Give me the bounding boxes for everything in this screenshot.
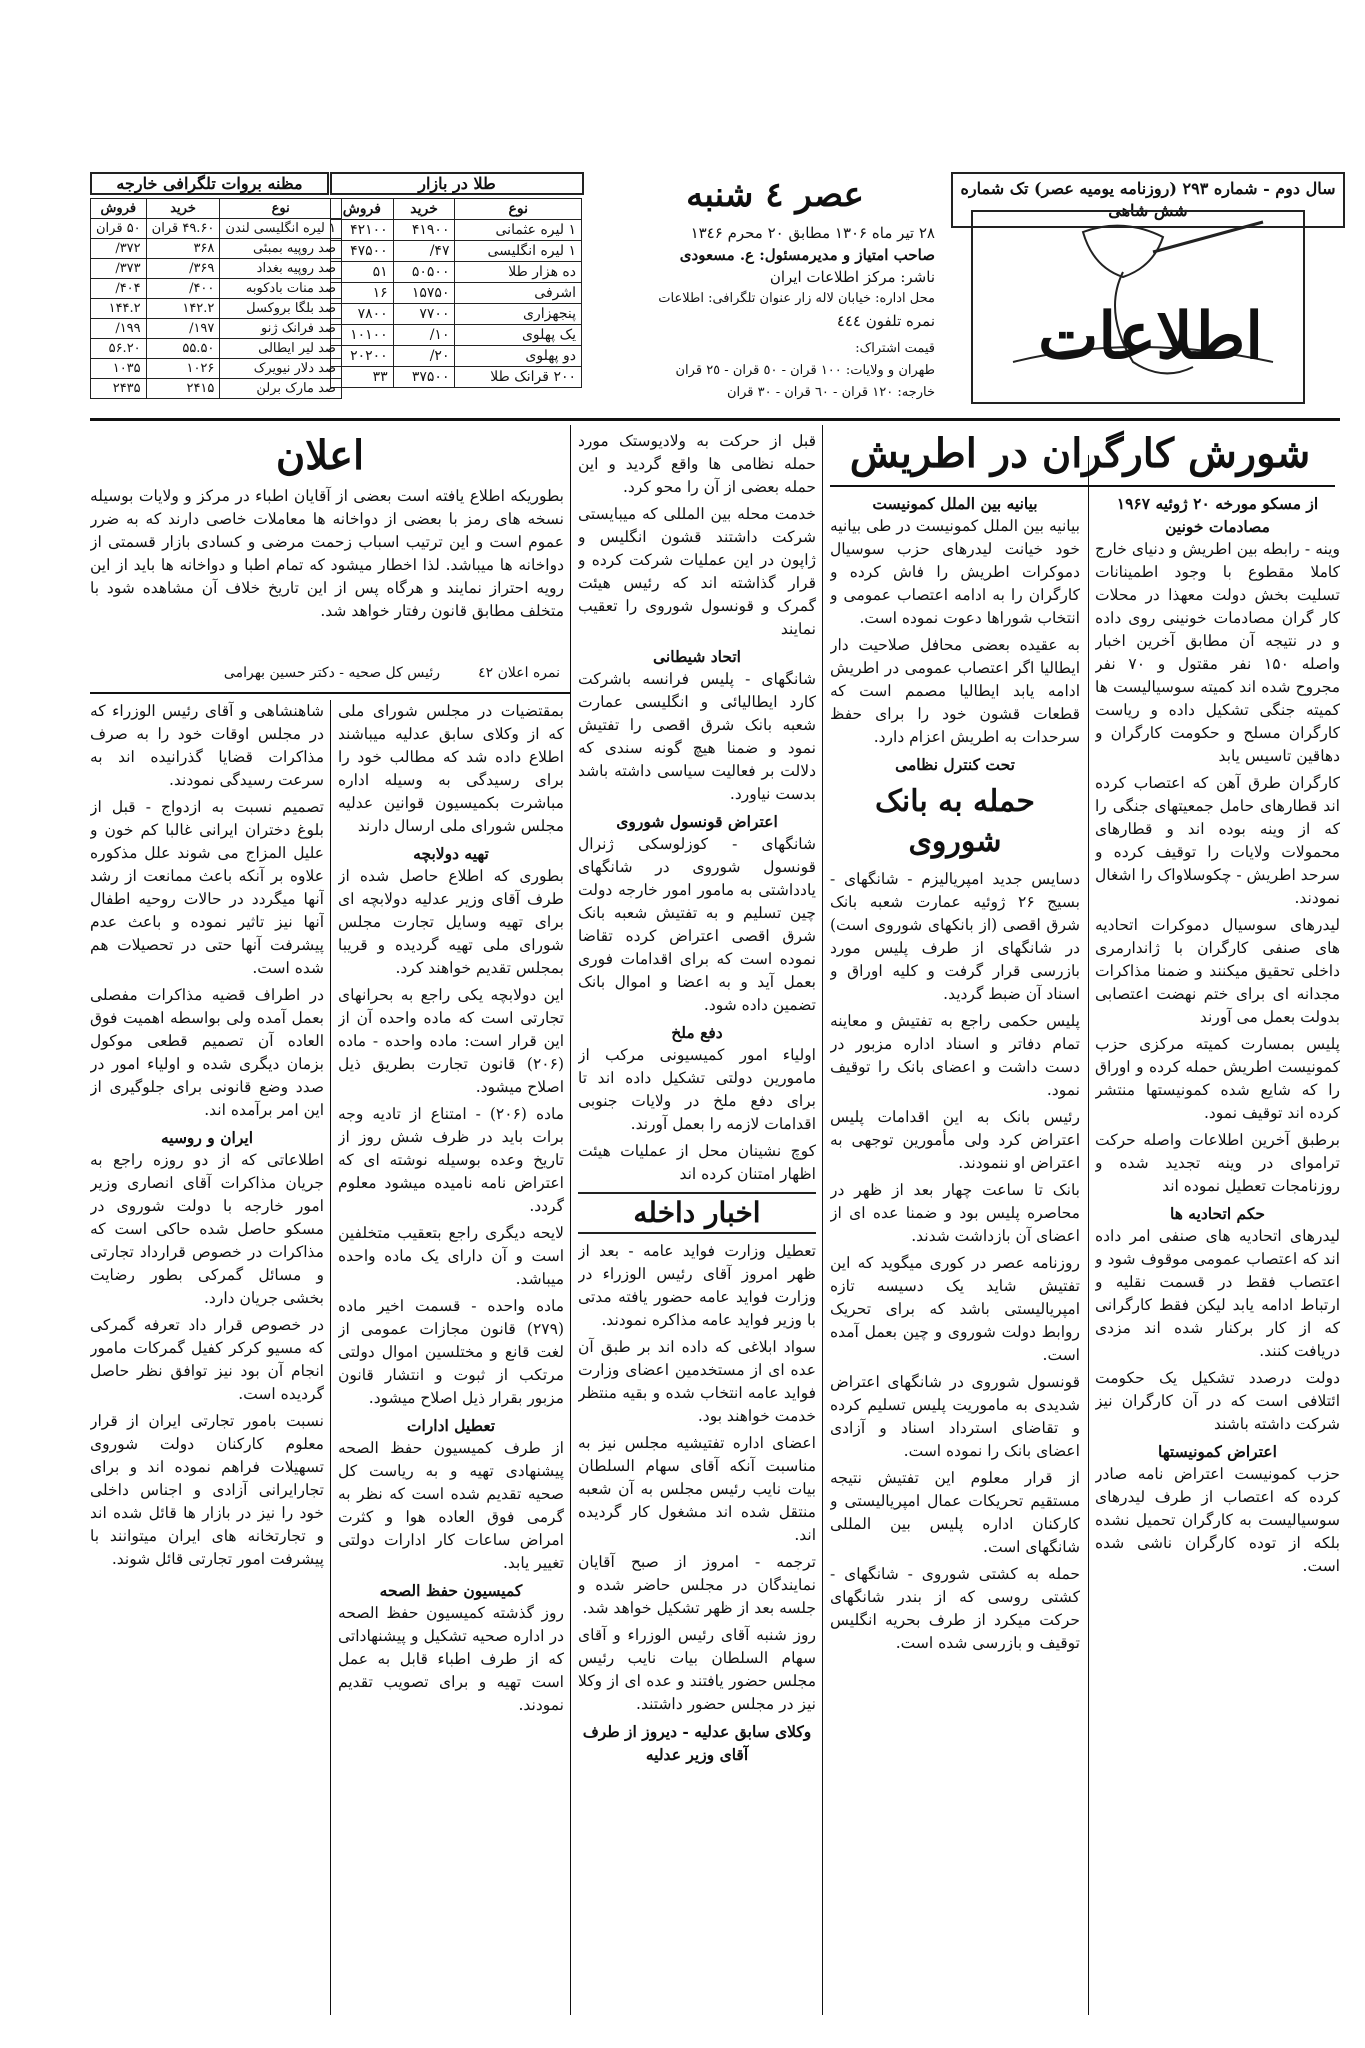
table-row xyxy=(331,262,582,283)
paragraph: تصمیم نسبت به ازدواج - قبل از بلوغ دختران ایرانی غالبا کم خون و علیل المزاج می شوند علل مذکوره علاوه بر آنکه باعث ممانعت از رشد آنها میگردد در حالات روحیه اطفال آنها نیز تاثیر نموده و باعث عدم پیشرفت آنها حتی در تحصیلات هم شده است. xyxy=(90,798,324,977)
column-rule xyxy=(330,700,331,2015)
paragraph: قبل از حرکت به ولادیوستک مورد حمله نظامی ها واقع گردید و این حمله بعضی از آن را محو کرد. xyxy=(578,432,816,496)
table-row xyxy=(91,219,342,239)
table-row xyxy=(91,339,342,359)
table-cell: ۳۷۵۰۰ xyxy=(393,367,455,388)
owner-line: صاحب امتیاز و مدیرمسئول: ع. مسعودی xyxy=(679,246,935,264)
table-cell: ده هزار طلا xyxy=(455,262,582,283)
paragraph: حزب کمونیست اعتراض نامه صادر کرده که اعتصاب از طرف لیدرهای سوسیالیست به کارگران تحمیل نشده بلکه از توده کارگران ناشی شده است. xyxy=(1095,1465,1340,1575)
paragraph: شانگهای - پلیس فرانسه باشرکت کارد ایطالیائی و انگلیسی عمارت شعبه بانک شرق اقصی را تفتیش نمود و ضمنا هیچ گونه سندی که دلالت بر فعالیت سیاسی داشته باشد بدست نیاورد. xyxy=(578,670,816,803)
table-row xyxy=(331,220,582,241)
table-cell: ۱ لیره عثمانی xyxy=(455,220,582,241)
table-cell: ۳۶۹/ xyxy=(146,259,220,279)
table-cell: ۱۰۱۰۰ xyxy=(331,325,394,346)
table-row xyxy=(331,367,582,388)
table-cell: ۱۴۴.۲ xyxy=(91,299,147,319)
table-cell: صد بلگا بروکسل xyxy=(220,299,342,319)
announcement-rule xyxy=(90,692,570,694)
table-cell: ۲۴۱۵ xyxy=(146,379,220,399)
table-cell: ۱۰۳۵ xyxy=(91,359,147,379)
article-column-4 xyxy=(338,700,564,2010)
paragraph: روز گذشته کمیسیون حفظ الصحه در اداره صحیه تشکیل و پیشنهاداتی که از طرف اطباء قابل به عمل است تهیه و برای تصویب تقدیم نمودند. xyxy=(338,1604,564,1714)
currency-rate-table xyxy=(90,198,342,399)
announcement-title: اعلان xyxy=(275,432,365,479)
paragraph: اعضای اداره تفتیشیه مجلس نیز به مناسبت آنکه آقای سهام السلطان بیات نایب رئیس مجلس به آن شعبه منتقل شده اند مشغول کار گردیده اند. xyxy=(578,1434,816,1544)
table-row xyxy=(331,283,582,304)
table-row xyxy=(91,319,342,339)
table-cell: ۴۰۰/ xyxy=(146,279,220,299)
table-cell: ۱۹۷/ xyxy=(146,319,220,339)
column-rule xyxy=(822,425,823,2015)
table-cell: ۳۳ xyxy=(331,367,394,388)
masthead-details xyxy=(615,222,935,404)
table-header: فروش xyxy=(91,199,147,219)
paragraph: لیدرهای اتحادیه های صنفی امر داده اند که اعتصاب عمومی موقوف شود و اعتصاب فقط در قسمت نقلیه و ارتباط ادامه یابد لیکن فقط کارگرانی که از کار برکنار شده اند مزدی دریافت کنند. xyxy=(1095,1227,1340,1360)
masthead-logo: اطلاعات xyxy=(1038,299,1263,374)
paragraph: سواد ابلاغی که داده اند بر طبق آن عده ای از مستخدمین اعضای وزارت فواید عامه انتخاب شده و بقیه منتظر خدمت خواهند بود. xyxy=(578,1338,816,1425)
subheading: اعتراض قونسول شوروی xyxy=(616,812,778,831)
subheading: حکم اتحادیه ها xyxy=(1169,1204,1266,1223)
table-row xyxy=(331,325,582,346)
subheading: وکلای سابق عدلیه - دیروز از طرف آقای وزیر عدلیه xyxy=(582,1722,812,1764)
date-line: ۲۸ تیر ماه ۱۳۰۶ مطابق ۲۰ محرم ۱۳٤۶ xyxy=(690,224,935,242)
table-cell: ۲۰/ xyxy=(393,346,455,367)
table-header: خرید xyxy=(146,199,220,219)
table-row xyxy=(91,299,342,319)
table-cell: ۳۷۳/ xyxy=(91,259,147,279)
currency-table-title: مظنه بروات تلگرافی خارجه xyxy=(90,172,329,195)
main-headline: شورش کارگران در اطریش xyxy=(849,430,1311,477)
gold-table-title: طلا در بازار xyxy=(330,172,584,195)
table-cell: صد فرانک ژنو xyxy=(220,319,342,339)
paragraph: رئیس بانک به این اقدامات پلیس اعتراض کرد ولی مأمورین توجهی به اعتراض او ننمودند. xyxy=(830,1108,1080,1172)
table-row xyxy=(331,346,582,367)
paragraph: بانک تا ساعت چهار بعد از ظهر در محاصره پلیس بود و ضمنا عده ای از اعضای آن بازداشت شدند. xyxy=(830,1181,1080,1245)
table-cell: ۷۷۰۰ xyxy=(393,304,455,325)
paragraph: شاهنشاهی و آقای رئیس الوزراء که در مجلس اوقات خود را به صرف مذاکرات قضایا گذرانیده اند به سرعت رسیدگی نمودند. xyxy=(90,702,324,789)
article-column-5 xyxy=(90,700,324,2010)
table-cell: ۵۰۵۰۰ xyxy=(393,262,455,283)
phone-line: نمره تلفون ٤٤٤ xyxy=(836,312,935,330)
paragraph: دسایس جدید امپریالیزم - شانگهای - بسیج ۲۶ ژوئیه عمارت شعبه بانک شرق اقصی (از بانکهای شوروی است) در شانگهای از طرف پلیس مورد بازرسی قرار گرفت و کلیه اوراق و اسناد آن ضبط گردید. xyxy=(830,870,1080,1003)
table-row xyxy=(91,379,342,399)
table-cell: ۴۲۱۰۰ xyxy=(331,220,394,241)
announcement-signature: رئیس کل صحیه - دکتر حسین بهرامی xyxy=(223,665,440,681)
paragraph: بطوری که اطلاع حاصل شده از طرف آقای وزیر عدلیه دولابچه ای برای تهیه وسایل تجارت مجلس شورای ملی تهیه گردیده و قریبا بمجلس تقدیم خواهند کرد. xyxy=(338,867,564,977)
table-cell: پنجهزاری xyxy=(455,304,582,325)
table-header: خرید xyxy=(393,199,455,220)
subheading: اتحاد شیطانی xyxy=(653,647,741,666)
paragraph: در اطراف قضیه مذاکرات مفصلی بعمل آمده ولی بواسطه اهمیت فوق العاده آن تصمیم قطعی موکول بزمان دیگری شده و اولیاء امور در صدد وضع قانونی برای جلوگیری از این امر برآمده اند. xyxy=(90,986,324,1119)
table-cell: یک پهلوی xyxy=(455,325,582,346)
masthead-divider xyxy=(90,418,1340,421)
subheading: تهیه دولابچه xyxy=(413,844,489,863)
subscription-tehran: طهران و ولایات: ١٠٠ قران - ٥٠ قران - ٢٥ قران xyxy=(675,363,935,378)
subheading: مصادمات خونین xyxy=(1165,517,1270,536)
paragraph: وینه - رابطه بین اطریش و دنیای خارج کاملا مقطوع با وجود اطمینانات تسلیت بخش دولت معهذا در محلات کار گران مصادمات خونینی روی داده و در نتیجه آن مطابق آخرین اخبار واصله ۱۵۰ نفر مقتول و ۷۰ نفر مجروح شده اند کمیته سوسیالیست ها کمیته جنگی تشکیل داده و ریاست کارگران مسلح و حکومت کارگران و دهاقین تاسیس یابد xyxy=(1095,540,1340,765)
paragraph: به عقیده بعضی محافل صلاحیت دار ایطالیا اگر اعتصاب عمومی در اطریش ادامه یابد ایطالیا مصمم است که قطعات قشون خود را برای حفظ سرحدات به اطریش اعزام دارد. xyxy=(830,636,1080,746)
office-line: محل اداره: خیابان لاله زار عنوان تلگرافی: اطلاعات xyxy=(658,291,935,306)
paragraph: بیانیه بین الملل کمونیست در طی بیانیه خود خیانت لیدرهای حزب سوسیال دموکرات اطریش را فاش کرده و کارگران را به ادامه اعتصاب عمومی و انتخاب شوراها دعوت نموده است. xyxy=(830,517,1080,627)
issue-line: سال دوم - شماره ۲۹۳ (روزنامه یومیه عصر) تک شماره شش شاهی xyxy=(951,172,1345,228)
paragraph: روزنامه عصر در کوری میگوید که این تفتیش شاید یک دسیسه تازه امپریالیستی باشد که برای تحریک روابط دولت شوروی و چین بعمل آمده است. xyxy=(830,1254,1080,1364)
table-cell: ۱۹۹/ xyxy=(91,319,147,339)
paragraph: از قرار معلوم این تفتیش نتیجه مستقیم تحریکات عمال امپریالیستی و کارکنان اداره پلیس بین المللی شانگهای است. xyxy=(830,1469,1080,1556)
paragraph: ماده واحده - قسمت اخیر ماده (۲۷۹) قانون مجازات عمومی از لغت قانع و مختلسین اموال دولتی مرتکب از ثبوت و انتشار قانون مزبور بقرار ذیل اصلاح میشود. xyxy=(338,1297,564,1407)
table-cell: ۴۷/ xyxy=(393,241,455,262)
paragraph: بمقتضیات در مجلس شورای ملی که از وکلای سابق عدلیه میباشند اطلاع داده شد که مطالب خود را برای رسیدگی به وسیله اداره مباشرت بکمیسیون قوانین عدلیه مجلس شورای ملی ارسال دارند xyxy=(338,702,564,835)
section-heading: اخبار داخله xyxy=(578,1192,816,1234)
column-rule xyxy=(570,425,571,2015)
paragraph: کارگران طرق آهن که اعتصاب کرده اند قطارهای حامل جمعیتهای جنگی را که از وینه بوده اند و قطارهای محمولات ولایات را توقیف کرده و سرحد اطریش - چکوسلاواک را اشغال نمودند. xyxy=(1095,774,1340,907)
table-header: نوع xyxy=(455,199,582,220)
subscription-label: قیمت اشتراک: xyxy=(855,341,935,356)
subheading: تحت کنترل نظامی xyxy=(895,755,1015,774)
subheading: اعتراض کمونیستها xyxy=(1158,1442,1277,1461)
subheading: دفع ملخ xyxy=(671,1023,723,1042)
headline: حمله به بانک شوروی xyxy=(875,784,1035,859)
paragraph: ماده (۲۰۶) - امتناع از تادیه وجه برات باید در ظرف شش روز از تاریخ وعده بوسیله نوشته ای که اعتراض نامه نامیده میشود معلوم گردد. xyxy=(338,1105,564,1215)
table-row xyxy=(331,304,582,325)
table-cell: ۱۴۲.۲ xyxy=(146,299,220,319)
table-cell: ۱۶ xyxy=(331,283,394,304)
table-cell: صد مارک برلن xyxy=(220,379,342,399)
table-cell: ۱۰۲۶ xyxy=(146,359,220,379)
paragraph: روز شنبه آقای رئیس الوزراء و آقای سهام السلطان بیات نایب رئیس مجلس حضور یافتند و عده ای از وکلا نیز در مجلس حضور داشتند. xyxy=(578,1626,816,1713)
table-cell: دو پهلوی xyxy=(455,346,582,367)
paragraph: ترجمه - امروز از صبح آقایان نمایندگان در مجلس حاضر شده و جلسه بعد از ظهر تشکیل خواهد شد. xyxy=(578,1553,816,1617)
paragraph: برطبق آخرین اطلاعات واصله حرکت تراموای در وینه تجدید شده و روزنامجات تعطیل نموده اند xyxy=(1095,1131,1340,1195)
subscription-foreign: خارجه: ١٢٠ قران - ٦٠ قران - ٣٠ قران xyxy=(726,385,935,400)
table-cell: ۵۱ xyxy=(331,262,394,283)
table-cell: ۱۵۷۵۰ xyxy=(393,283,455,304)
table-cell: ۳۷۲/ xyxy=(91,239,147,259)
table-cell: صد لیر ایطالی xyxy=(220,339,342,359)
table-header: نوع xyxy=(220,199,342,219)
table-cell: ۵۰ قران xyxy=(91,219,147,239)
paragraph: دولت درصدد تشکیل یک حکومت ائتلافی است که در آن کارگران نیز شرکت داشته باشند xyxy=(1095,1369,1340,1433)
table-row xyxy=(331,241,582,262)
edition-title: عصر ٤ شنبه xyxy=(686,175,864,215)
table-cell: صد منات بادکوبه xyxy=(220,279,342,299)
paragraph: در خصوص قرار داد تعرفه گمرکی که مسیو کرکر کفیل گمرکات مامور انجام آن بود نیز توافق نظر حاصل گردیده است. xyxy=(90,1316,324,1403)
headline-rule xyxy=(830,485,1335,487)
table-cell: ۴۷۵۰۰ xyxy=(331,241,394,262)
paragraph: پلیس حکمی راجع به تفتیش و معاینه تمام دفاتر و اسناد اداره مزبور در دست داشت و اعضای بانک را توقیف نمود. xyxy=(830,1012,1080,1099)
paragraph: از طرف کمیسیون حفظ الصحه پیشنهادی تهیه و به ریاست کل صحیه تقدیم شده است که نظر به گرمی فوق العاده هوا و کثرت امراض ساعات کار ادارات دولتی تغییر یابد. xyxy=(338,1439,564,1572)
table-cell: ۲۰۲۰۰ xyxy=(331,346,394,367)
gold-price-table xyxy=(330,198,582,388)
column-rule xyxy=(1088,455,1089,2015)
paragraph: پلیس بمسارت کمیته مرکزی حزب کمونیست اطریش حمله کرده و اوراق را که شایع شده کمونیستها منتشر کرده اند توقیف نمود. xyxy=(1095,1035,1340,1122)
table-cell: ۵۶.۲۰ xyxy=(91,339,147,359)
paragraph: اطلاعاتی که از دو روزه راجع به جریان مذاکرات آقای انصاری وزیر امور خارجه با دولت شوروی در مسکو حاصل شده حاکی است که مذاکرات در خصوص قرارداد تجارتی و مسائل گمرکی بطور رضایت بخشی جریان دارد. xyxy=(90,1151,324,1307)
paragraph: اولیاء امور کمیسیونی مرکب از مامورین دولتی تشکیل داده اند تا برای دفع ملخ در ولایات جنوبی اقدامات لازمه را بعمل آورند. xyxy=(578,1046,816,1133)
table-row xyxy=(91,259,342,279)
table-cell: اشرفی xyxy=(455,283,582,304)
article-column-3 xyxy=(578,430,816,2010)
table-cell: ۳۶۸ xyxy=(146,239,220,259)
announcement-text: بطوریکه اطلاع یافته است بعضی از آقایان اطباء در مرکز و ولایات بوسیله نسخه های رمز با بعضی از دواخانه ها معاملات خاصی دارند که به ضرر عموم است و این ترتیب اسباب زحمت مرضی و کسادی بازار قسمتی از دواخانه ها میباشد. لذا اخطار میشود که تمام اطبا و دواخانه ها باید از این رویه احتراز نمایند و هرگاه پس از این تاریخ خلاف آن مشاهده شود با متخلف مطابق قانون رفتار خواهد شد. xyxy=(90,487,564,620)
table-cell: صد دلار نیویرک xyxy=(220,359,342,379)
publisher-line: ناشر: مرکز اطلاعات ایران xyxy=(769,268,935,286)
announcement-number: نمره اعلان ٤٢ xyxy=(478,665,560,681)
table-cell: ۱۰/ xyxy=(393,325,455,346)
table-cell: ۷۸۰۰ xyxy=(331,304,394,325)
paragraph: شانگهای - کوزلوسکی ژنرال قونسول شوروی در شانگهای یادداشتی به مامور امور خارجه دولت چین تسلیم و به تفتیش شعبه بانک شرق اقصی اعتراض کرده تقاضا نموده است که برای اقدامات فوری بعمل آید و به اعضا و اموال بانک تضمین داده شود. xyxy=(578,835,816,1014)
paragraph: حمله به کشتی شوروی - شانگهای - کشتی روسی که از بندر شانگهای حرکت میکرد از طرف بحریه انگلیس توقیف و بازرسی شده است. xyxy=(830,1565,1080,1652)
subheading: بیانیه بین الملل کمونیست xyxy=(872,494,1038,513)
table-cell: صد روپیه بمبئی xyxy=(220,239,342,259)
table-row xyxy=(91,239,342,259)
article-column-1 xyxy=(1095,492,1340,2012)
paragraph: نسبت بامور تجارتی ایران از قرار معلوم کارکنان دولت شوروی تسهیلات فراهم نموده اند و برای تجارایرانی آزادی و اجناس داخلی خود را نیز در بازار ها قائل شده اند و تجارتخانه های ایران میتوانند با پیشرفت امور تجارتی قائل شوند. xyxy=(90,1412,324,1568)
logo-banner xyxy=(971,210,1305,404)
paragraph: کوچ نشینان محل از عملیات هیئت اظهار امتنان کرده اند xyxy=(578,1142,816,1183)
table-cell: صد روپیه بغداد xyxy=(220,259,342,279)
table-cell: ۱ لیره انگلیسی لندن xyxy=(220,219,342,239)
paragraph: تعطیل وزارت فواید عامه - بعد از ظهر امروز آقای رئیس الوزراء در وزارت فواید عامه حضور یافته مدتی با وزیر فواید عامه مذاکره نمودند. xyxy=(578,1242,816,1329)
subheading: تعطیل ادارات xyxy=(406,1416,496,1435)
dateline: از مسکو مورخه ۲۰ ژوئیه ۱۹۶۷ xyxy=(1116,494,1319,513)
table-row xyxy=(91,359,342,379)
table-cell: ۱ لیره انگلیسی xyxy=(455,241,582,262)
table-cell: ۵۵.۵۰ xyxy=(146,339,220,359)
paragraph: این دولابچه یکی راجع به بحرانهای تجارتی است که ماده واحده آن از این قرار است: ماده واحده - ماده (۲۰۶) قانون تجارت بطریق ذیل اصلاح میشود. xyxy=(338,986,564,1096)
table-cell: ۴۰۴/ xyxy=(91,279,147,299)
table-row xyxy=(91,279,342,299)
paragraph: خدمت محله بین المللی که میبایستی شرکت داشتند قشون انگلیس و ژاپون در این عملیات شرکت کرده و قرار گذاشته اند که رئیس هیئت گمرک و قونسول شوروی را تعقیب نمایند xyxy=(578,505,816,638)
subheading: ایران و روسیه xyxy=(160,1128,254,1147)
table-header: فروش xyxy=(331,199,394,220)
paragraph: لیدرهای سوسیال دموکرات اتحادیه های صنفی کارگران با ژاندارمری داخلی تحقیق میکنند و ضمنا مذاکرات مجدانه ای برای ختم نهضت اعتصابی بدولت بعمل می آورند xyxy=(1095,916,1340,1026)
paragraph: لایحه دیگری راجع بتعقیب متخلفین است و آن دارای یک ماده واحده میباشد. xyxy=(338,1224,564,1288)
table-cell: ۲۰۰ قرانک طلا xyxy=(455,367,582,388)
paragraph: قونسول شوروی در شانگهای اعتراض شدیدی به ماموریت پلیس تسلیم کرده و تقاضای استرداد اسناد و آزادی اعضای بانک را نموده است. xyxy=(830,1373,1080,1460)
table-cell: ۲۴۳۵ xyxy=(91,379,147,399)
subheading: کمیسیون حفظ الصحه xyxy=(379,1581,523,1600)
table-cell: ۴۱۹۰۰ xyxy=(393,220,455,241)
article-column-2 xyxy=(830,492,1080,2012)
table-cell: ۴۹.۶۰ قران xyxy=(146,219,220,239)
